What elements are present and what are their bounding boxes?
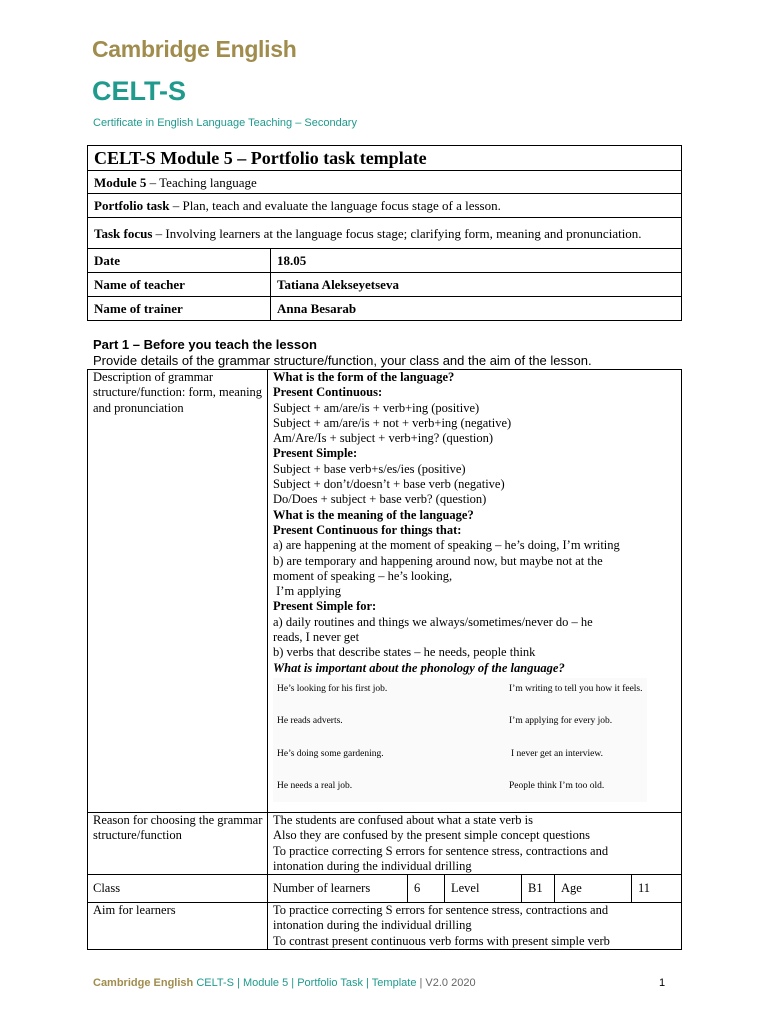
aim-line: intonation during the individual drilling [273,918,472,933]
part1-heading: Part 1 – Before you teach the lesson [93,337,317,352]
teacher-label: Name of teacher [88,273,271,297]
pc-meaning-heading: Present Continuous for things that: [273,522,462,537]
form-line: Subject + am/are/is + not + verb+ing (negative) [273,415,512,430]
meaning-line: I’m applying [273,584,342,599]
product-tagline: Certificate in English Language Teaching – Secondary [93,117,357,129]
form-line: Do/Does + subject + base verb? (question) [273,492,487,507]
description-content [268,370,682,813]
product-title: CELT-S [92,76,186,106]
portfolio-value: – Plan, teach and evaluate the language focus stage of a lesson. [169,198,501,213]
class-details [268,875,682,903]
page-footer [93,977,476,989]
reason-line: To practice correcting S errors for sentence stress, contractions and [273,843,609,858]
phonology-example: I never get an interview. [511,748,603,759]
age-value: 11 [632,875,682,902]
trainer-value: Anna Besarab [271,297,682,321]
aim-content [268,903,682,950]
form-line: Am/Are/Is + subject + verb+ing? (question) [273,431,494,446]
form-line: Subject + don’t/doesn’t + base verb (negative) [273,477,505,492]
brand-logo-text: Cambridge English [92,36,297,62]
portfolio-task-table [87,145,682,321]
phonology-image [273,678,647,802]
page-number: 1 [659,977,666,989]
lesson-details-table [87,369,682,950]
meaning-line: b) verbs that describe states – he needs, people think [273,645,536,660]
meaning-line: reads, I never get [273,630,360,645]
phonology-example: He’s looking for his first job. [277,683,388,694]
phonology-question: What is important about the phonology of the language? [273,660,565,675]
footer-brand: Cambridge English [93,977,194,989]
footer-path: CELT-S | Module 5 | Portfolio Task | Template [196,977,417,989]
phonology-example: He’s doing some gardening. [277,748,384,759]
level-value: B1 [522,875,555,902]
module-label: Module 5 [94,174,147,190]
phonology-example: People think I’m too old. [509,780,605,791]
portfolio-label: Portfolio task [94,198,170,213]
form-line: Subject + am/are/is + verb+ing (positive) [273,400,480,415]
table-title: CELT-S Module 5 – Portfolio task template [88,146,682,171]
meaning-question: What is the meaning of the language? [273,507,474,522]
learners-label: Number of learners [273,880,371,895]
present-continuous-heading: Present Continuous: [273,385,383,400]
learners-value: 6 [408,875,445,902]
phonology-example: I’m applying for every job. [509,715,613,726]
task-focus-value: – Involving learners at the language focus stage; clarifying form, meaning and pronunciation. [152,225,642,241]
description-label: Description of grammar structure/function: form, meaning and pronunciation [88,370,268,813]
ps-meaning-heading: Present Simple for: [273,599,377,614]
part1-instruction: Provide details of the grammar structure/function, your class and the aim of the lesson. [93,353,592,368]
form-question: What is the form of the language? [273,370,455,384]
reason-line: intonation during the individual drilling [273,858,472,873]
aim-line: To contrast present continuous verb forms with present simple verb [273,933,610,948]
class-label: Class [88,875,268,903]
teacher-value: Tatiana Alekseyetseva [271,273,682,297]
reason-label: Reason for choosing the grammar structure/function [88,812,268,874]
date-value: 18.05 [271,249,682,273]
meaning-line: moment of speaking – he’s looking, [273,568,453,583]
class-details-table [273,875,681,902]
phonology-example: He reads adverts. [277,715,343,726]
present-simple-heading: Present Simple: [273,446,358,461]
age-label: Age [555,875,632,902]
aim-line: To practice correcting S errors for sentence stress, contractions and [273,903,609,918]
phonology-example: I’m writing to tell you how it feels. [509,683,643,694]
reason-content [268,812,682,874]
reason-line: The students are confused about what a state verb is [273,812,533,827]
aim-label: Aim for learners [88,903,268,950]
reason-line: Also they are confused by the present simple concept questions [273,828,590,843]
phonology-example: He needs a real job. [277,780,353,791]
task-focus-label: Task focus [94,225,153,241]
level-label: Level [445,875,522,902]
trainer-label: Name of trainer [88,297,271,321]
meaning-line: a) daily routines and things we always/sometimes/never do – he [273,614,593,629]
module-value: – Teaching language [146,174,257,190]
meaning-line: a) are happening at the moment of speaking – he’s doing, I’m writing [273,538,620,553]
date-label: Date [88,249,271,273]
portfolio-row [88,194,682,218]
meaning-line: b) are temporary and happening around now, but maybe not at the [273,553,603,568]
footer-version: | V2.0 2020 [416,977,476,989]
form-line: Subject + base verb+s/es/ies (positive) [273,461,466,476]
module-row [88,171,682,194]
task-focus-row [88,218,682,249]
